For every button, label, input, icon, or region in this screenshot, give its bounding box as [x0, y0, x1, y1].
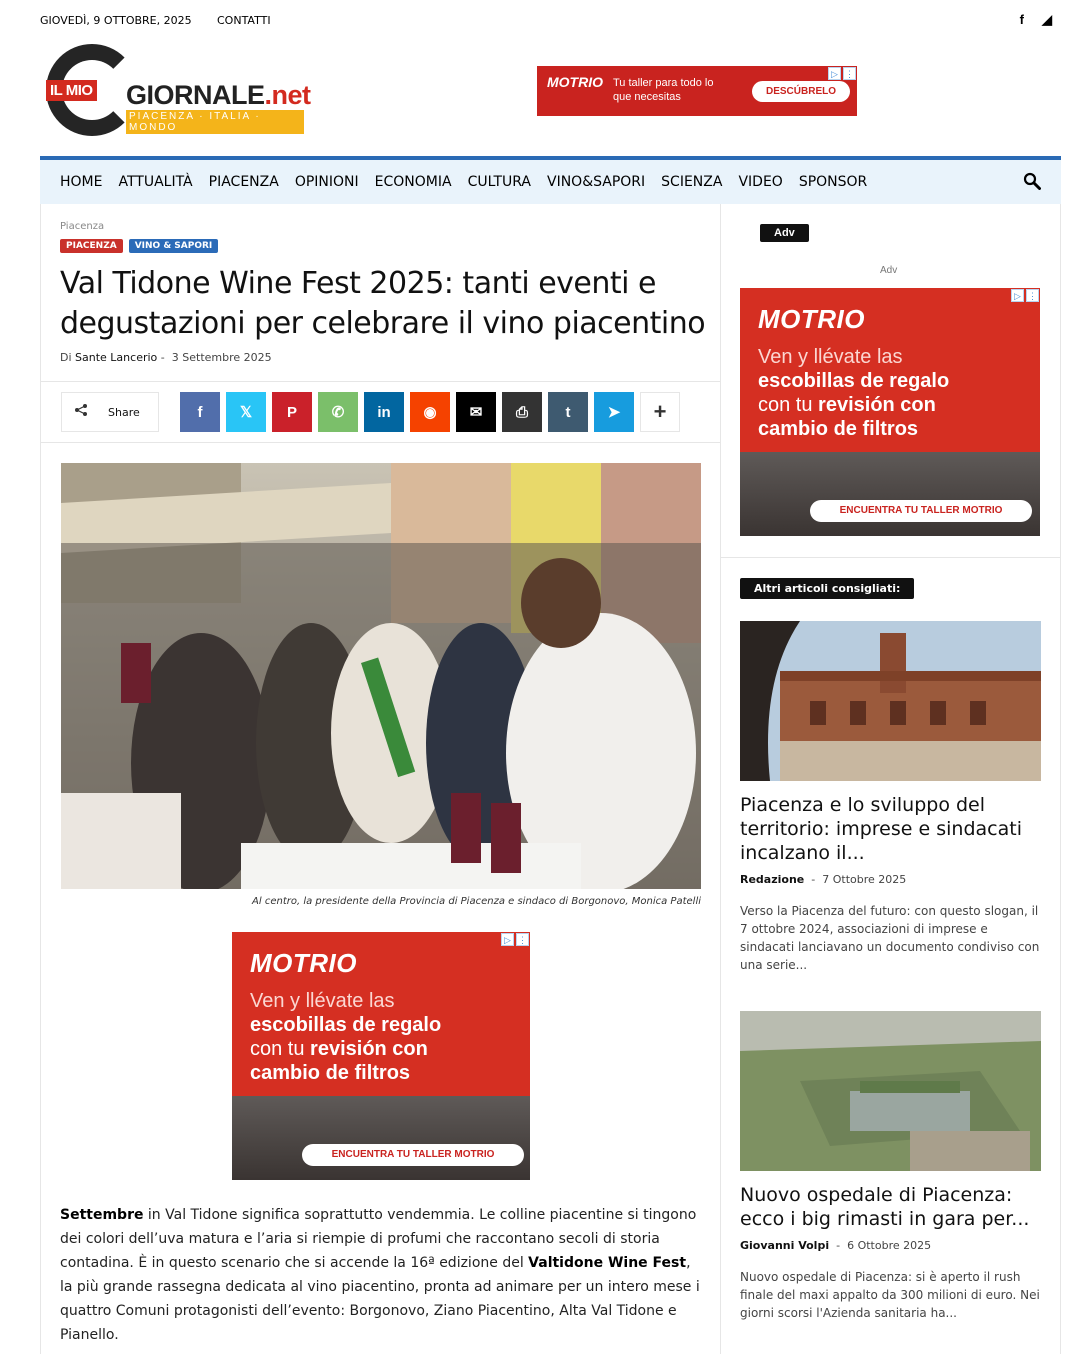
ad-line: cambio de filtros	[250, 1062, 411, 1084]
share-icon	[74, 403, 88, 421]
nav-item-vino-sapori[interactable]: VINO&SAPORI	[547, 174, 646, 190]
facebook-share-button[interactable]: f	[180, 392, 220, 432]
ad-line: cambio de filtros	[758, 418, 919, 440]
site-logo[interactable]	[46, 44, 311, 138]
image-caption: Al centro, la presidente della Provincia di Piacenza e sindaco di Borgonovo, Monica Patelli	[252, 896, 701, 907]
linkedin-share-button[interactable]: in	[364, 392, 404, 432]
divider	[40, 381, 720, 382]
category-tag-vino-sapori[interactable]: VINO & SAPORI	[129, 239, 219, 253]
share-buttons	[180, 392, 680, 432]
adv-label: Adv	[880, 265, 898, 276]
ad-line: con tu revisión con	[250, 1038, 428, 1060]
divider	[40, 442, 720, 443]
header-ad-banner[interactable]	[537, 66, 857, 116]
category-tag-piacenza[interactable]: PIACENZA	[60, 239, 123, 253]
ad-brand: MOTRIO	[758, 304, 865, 334]
social-links	[1020, 12, 1052, 28]
article-title: Val Tidone Wine Fest 2025: tanti eventi e degustazioni per celebrare il vino piacentino	[60, 266, 706, 341]
top-bar	[40, 12, 1060, 30]
email-share-button[interactable]: ✉	[456, 392, 496, 432]
logo-tagline: PIACENZA · ITALIA · MONDO	[126, 110, 304, 134]
recommended-article-title[interactable]: Nuovo ospedale di Piacenza: ecco i big rimasti in gara per...	[740, 1184, 1030, 1230]
nav-item-cultura[interactable]: CULTURA	[467, 174, 531, 190]
ad-brand: MOTRIO	[547, 74, 603, 90]
logo-wordmark: GIORNALE.net	[126, 80, 311, 110]
nav-item-opinioni[interactable]: OPINIONI	[294, 174, 359, 190]
x-share-button[interactable]: 𝕏	[226, 392, 266, 432]
ad-line: escobillas de regalo	[250, 1014, 442, 1036]
article-meta	[60, 351, 272, 364]
rss-icon[interactable]: ◢	[1042, 12, 1052, 27]
tumblr-share-button[interactable]: t	[548, 392, 588, 432]
ad-line: Ven y llévate las	[250, 990, 395, 1012]
nav-item-scienza[interactable]: SCIENZA	[661, 174, 723, 190]
share-label: Share	[108, 405, 140, 419]
pinterest-share-button[interactable]: P	[272, 392, 312, 432]
content-divider	[720, 204, 721, 1354]
publish-date: 7 Ottobre 2025	[822, 873, 907, 886]
publish-date: 3 Settembre 2025	[171, 351, 272, 364]
content-border-right	[1060, 204, 1061, 1354]
main-navigation	[40, 156, 1061, 204]
reddit-share-button[interactable]: ◉	[410, 392, 450, 432]
publish-date: 6 Ottobre 2025	[847, 1239, 932, 1252]
content-border-left	[40, 204, 41, 1354]
facebook-icon[interactable]: f	[1019, 12, 1024, 27]
nav-item-sponsor[interactable]: SPONSOR	[798, 174, 868, 190]
nav-item-video[interactable]: VIDEO	[738, 174, 783, 190]
article-featured-image[interactable]	[61, 463, 701, 889]
ad-cta-button[interactable]: ENCUENTRA TU TALLER MOTRIO	[810, 500, 1032, 522]
nav-item-piacenza[interactable]: PIACENZA	[208, 174, 279, 190]
nav-item-attualita[interactable]: ATTUALITÀ	[118, 174, 193, 190]
whatsapp-share-button[interactable]: ✆	[318, 392, 358, 432]
recommended-article-meta: Redazione - 7 Ottobre 2025	[740, 873, 907, 886]
adv-section-tag: Adv	[760, 224, 809, 242]
author-link[interactable]: Redazione	[740, 873, 805, 886]
article-body-paragraph: Settembre in Val Tidone significa soprattutto vendemmia. Le colline piacentine si tingono dei colori dell’uva matura e l’aria si riempie di profumi che raccontano secoli di storia contadina. È in questo scenario che si accende la 16ª edizione del Valtidone Wine Fest, la più grande rassegna dedicata al vino piacentino, pronta ad animare per un intero mese i quattro Comuni protagonisti dell’evento: Borgonovo, Ziano Piacentino, Alta Val Tidone e Pianello.	[60, 1207, 700, 1343]
more-share-button[interactable]: +	[640, 392, 680, 432]
adchoices-icon[interactable]: ▷ ⋮	[828, 67, 856, 80]
ad-line: con tu revisión con	[758, 394, 936, 416]
nav-item-economia[interactable]: ECONOMIA	[374, 174, 452, 190]
ad-line: escobillas de regalo	[758, 370, 950, 392]
adchoices-icon[interactable]: ▷ ⋮	[501, 933, 529, 946]
breadcrumb[interactable]: Piacenza	[60, 221, 105, 232]
recommended-article-excerpt: Nuovo ospedale di Piacenza: si è aperto il rush finale del maxi appalto da 300 milioni di euro. Nei giorni scorsi l'Azienda sanitaria ha...	[740, 1270, 1040, 1320]
category-tags	[60, 239, 218, 253]
recommended-article-image[interactable]	[740, 1011, 1041, 1171]
contacts-link[interactable]: CONTATTI	[217, 14, 271, 27]
logo-prefix: IL MIO	[46, 80, 97, 101]
search-icon[interactable]	[1023, 172, 1041, 195]
byline-prefix: Di	[60, 351, 72, 364]
nav-item-home[interactable]: HOME	[60, 174, 103, 190]
ad-cta-button[interactable]: ENCUENTRA TU TALLER MOTRIO	[302, 1144, 524, 1166]
inarticle-ad-banner[interactable]	[232, 932, 530, 1180]
adchoices-icon[interactable]: ▷ ⋮	[1011, 289, 1039, 302]
recommended-article-excerpt: Verso la Piacenza del futuro: con questo slogan, il 7 ottobre 2024, associazioni di imprese e sindacati lanciavano un documento condiviso con una serie...	[740, 904, 1040, 972]
ad-brand: MOTRIO	[250, 948, 357, 978]
sidebar-ad-banner[interactable]	[740, 288, 1040, 536]
telegram-share-button[interactable]: ➤	[594, 392, 634, 432]
current-date: GIOVEDÌ, 9 OTTOBRE, 2025	[40, 14, 192, 27]
ad-copy: Tu taller para todo lo que necesitas	[613, 77, 714, 103]
recommended-article-meta: Giovanni Volpi - 6 Ottobre 2025	[740, 1239, 932, 1252]
ad-garage-image	[232, 1096, 530, 1180]
recommended-article-title[interactable]: Piacenza e lo sviluppo del territorio: imprese e sindacati incalzano il...	[740, 794, 1022, 864]
author-link[interactable]: Giovanni Volpi	[740, 1239, 830, 1252]
ad-line: Ven y llévate las	[758, 346, 903, 368]
ad-cta-button[interactable]: DESCÚBRELO	[752, 81, 850, 102]
print-share-button[interactable]: ⎙	[502, 392, 542, 432]
meta-separator: -	[160, 351, 165, 364]
recommended-article-image[interactable]	[740, 621, 1041, 781]
ad-garage-image	[740, 452, 1040, 536]
author-link[interactable]: Sante Lancerio	[75, 351, 158, 364]
divider	[720, 557, 1060, 558]
recommended-section-tag: Altri articoli consigliati:	[740, 578, 914, 599]
share-toggle[interactable]	[61, 392, 159, 432]
